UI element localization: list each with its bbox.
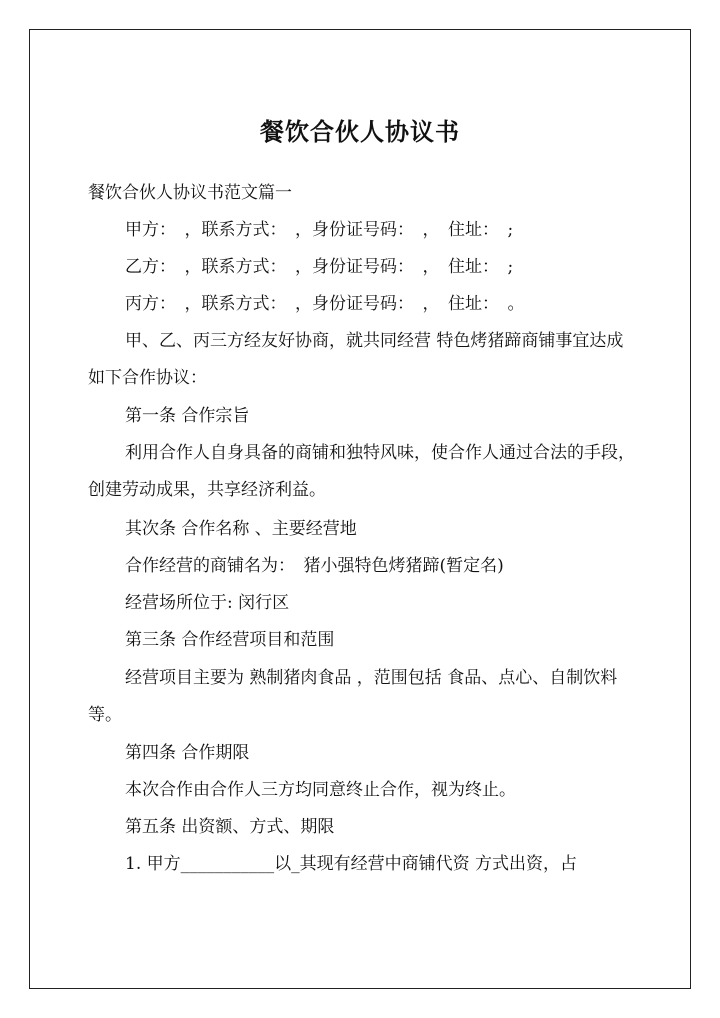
article-2-heading: 其次条 合作名称 、主要经营地 <box>125 519 357 539</box>
intro-paragraph: 甲、乙、丙三方经友好协商，就共同经营 特色烤猪蹄商铺事宜达成如下合作协议： <box>88 331 624 388</box>
article-1-body: 利用合作人自身具备的商铺和独特风味，使合作人通过合法的手段，创建劳动成果，共享经济利益。 <box>88 443 635 500</box>
article-4-heading: 第四条 合作期限 <box>125 743 250 763</box>
article-4-body: 本次合作由合作人三方均同意终止合作，视为终止。 <box>125 780 516 800</box>
location-line: 经营场所位于: 闵行区 <box>125 593 290 613</box>
article-5-item-1: 1. 甲方___________以_其现有经营中商铺代资 方式出资，占 <box>125 854 578 874</box>
article-3-heading: 第三条 合作经营项目和范围 <box>125 630 335 650</box>
party-c-line: 丙方： ，联系方式： ，身份证号码： ， 住址： 。 <box>125 294 525 314</box>
party-a-line: 甲方： ，联系方式： ，身份证号码： ， 住址： ; <box>125 220 514 240</box>
article-1-heading: 第一条 合作宗旨 <box>125 406 250 426</box>
article-3-body: 经营项目主要为 熟制猪肉食品 ，范围包括 食品、点心、自制饮料 等。 <box>88 668 618 725</box>
party-b-line: 乙方： ，联系方式： ，身份证号码： ， 住址： ; <box>125 257 514 277</box>
document-title: 餐饮合伙人协议书 <box>260 117 460 146</box>
article-5-heading: 第五条 出资额、方式、期限 <box>125 817 335 837</box>
shop-name-line: 合作经营的商铺名为： 猪小强特色烤猪蹄(暂定名) <box>125 556 504 576</box>
subtitle: 餐饮合伙人协议书范文篇一 <box>88 183 292 203</box>
